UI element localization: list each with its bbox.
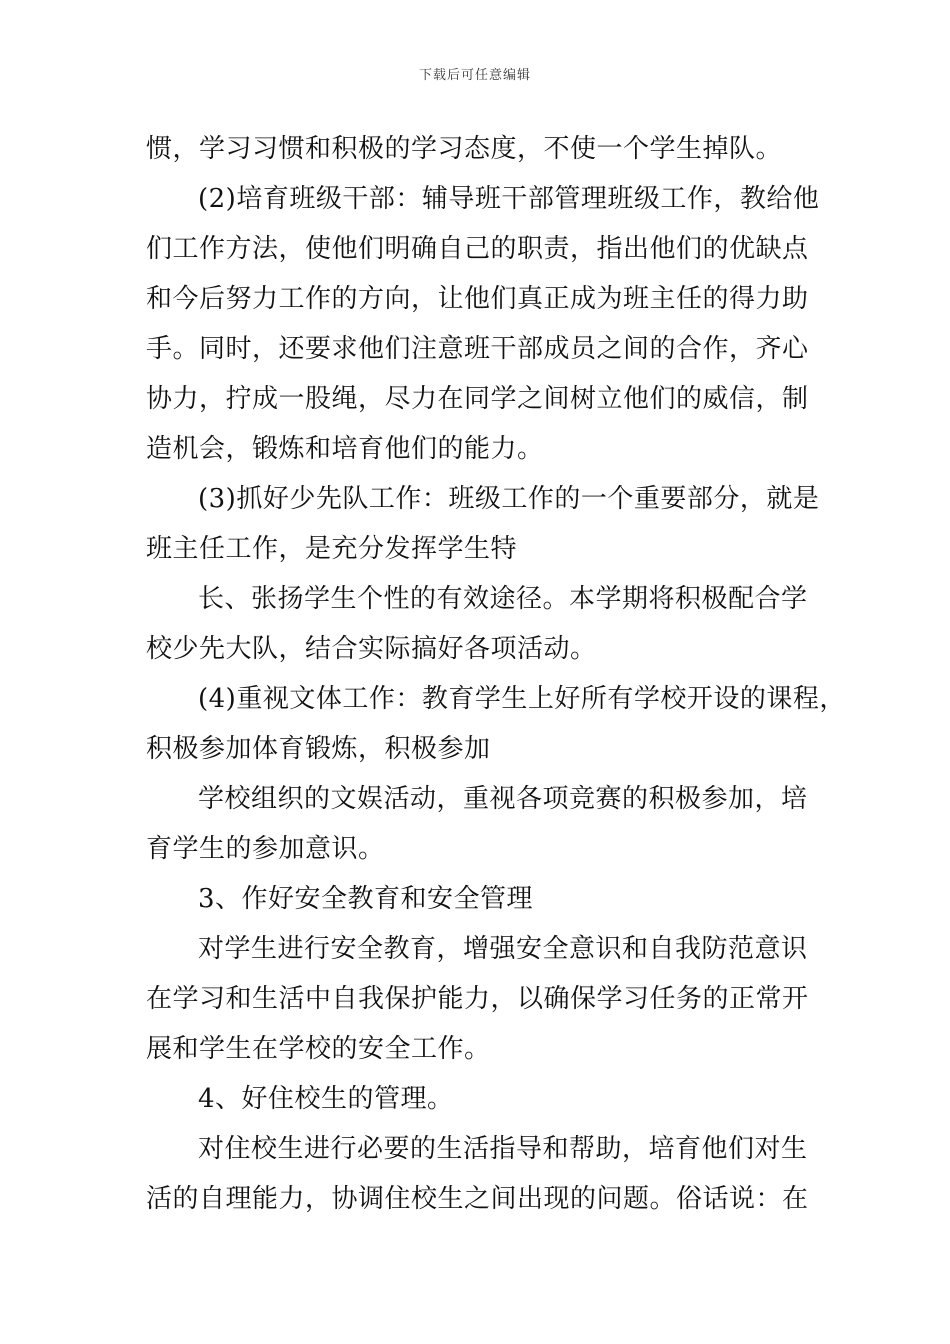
text-line: 惯，学习习惯和积极的学习态度，不使一个学生掉队。 (146, 134, 783, 164)
text-line: 长、张扬学生个性的有效途径。本学期将积极配合学 (198, 584, 808, 614)
text-line: (3)抓好少先队工作：班级工作的一个重要部分，就是 (198, 484, 820, 514)
text-line: 校少先大队，结合实际搞好各项活动。 (146, 634, 597, 664)
text-line: 手。同时，还要求他们注意班干部成员之间的合作，齐心 (146, 334, 809, 364)
text-line: 和今后努力工作的方向，让他们真正成为班主任的得力助 (146, 284, 809, 314)
text-line: 班主任工作，是充分发挥学生特 (146, 534, 518, 564)
text-line: 展和学生在学校的安全工作。 (146, 1034, 491, 1064)
text-line: (2)培育班级干部：辅导班干部管理班级工作，教给他 (198, 184, 820, 214)
text-line: 们工作方法，使他们明确自己的职责，指出他们的优缺点 (146, 234, 809, 264)
text-line: 对学生进行安全教育，增强安全意识和自我防范意识 (198, 934, 808, 964)
text-line: 在学习和生活中自我保护能力，以确保学习任务的正常开 (146, 984, 809, 1014)
document-body (146, 124, 846, 1224)
text-line: 4、好住校生的管理。 (198, 1084, 454, 1114)
text-line: (4)重视文体工作：教育学生上好所有学校开设的课程， (198, 684, 846, 714)
text-line: 协力，拧成一股绳，尽力在同学之间树立他们的威信，制 (146, 384, 809, 414)
text-line: 对住校生进行必要的生活指导和帮助，培育他们对生 (198, 1134, 808, 1164)
text-line: 造机会，锻炼和培育他们的能力。 (146, 434, 544, 464)
text-line: 活的自理能力，协调住校生之间出现的问题。俗话说：在 (146, 1184, 809, 1214)
text-line: 学校组织的文娱活动，重视各项竞赛的积极参加，培 (198, 784, 808, 814)
text-line: 积极参加体育锻炼，积极参加 (146, 734, 491, 764)
text-line: 育学生的参加意识。 (146, 834, 385, 864)
text-line: 3、作好安全教育和安全管理 (198, 884, 534, 914)
page-header: 下载后可任意编辑 (418, 68, 531, 83)
